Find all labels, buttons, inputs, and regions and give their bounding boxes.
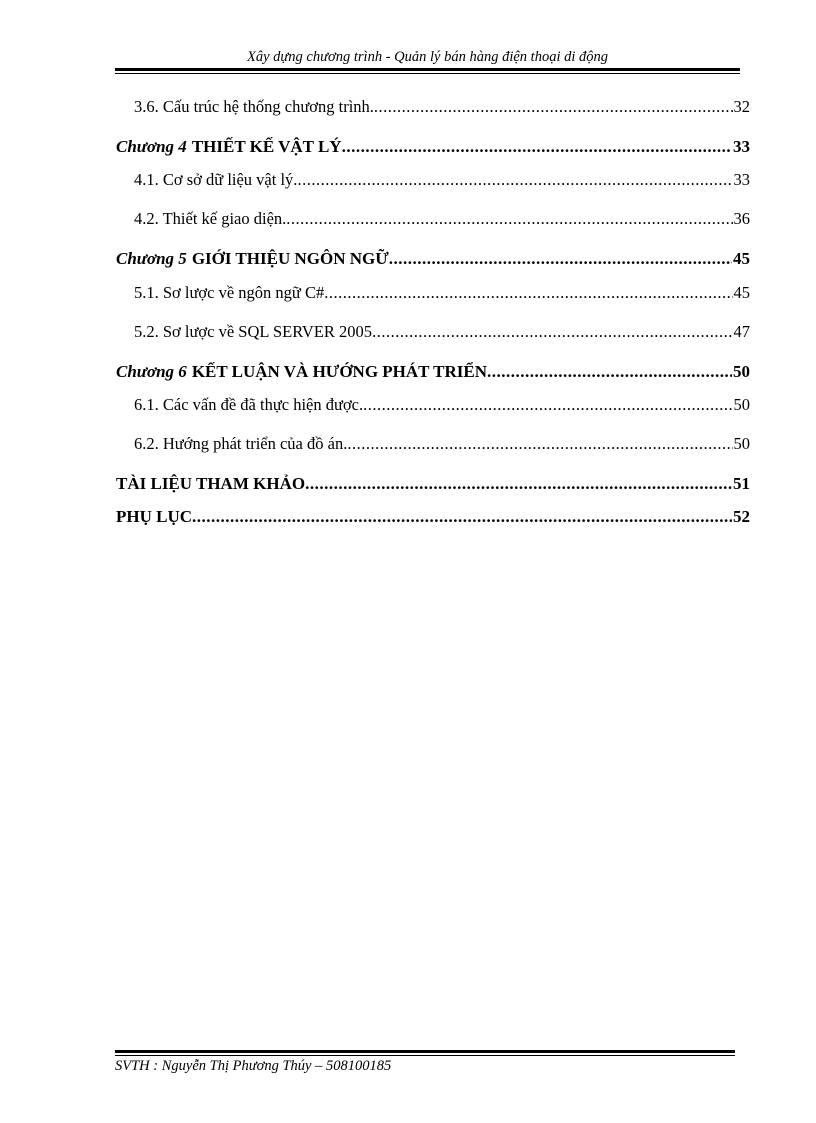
dot-leader <box>342 137 732 157</box>
toc-chapter-entry[interactable] <box>116 362 750 382</box>
toc-section-entry[interactable] <box>116 507 750 527</box>
dot-leader <box>374 97 733 117</box>
toc-entry-title: KẾT LUẬN VÀ HƯỚNG PHÁT TRIỂN <box>191 362 488 381</box>
toc-entry-title: 4.1. Cơ sở dữ liệu vật lý. <box>134 170 298 189</box>
dot-leader <box>487 362 732 382</box>
dot-leader <box>286 209 732 229</box>
toc-chapter-label: Chương 6 <box>116 362 187 381</box>
toc-entry-title: 6.1. Các vấn đề đã thực hiện được. <box>134 395 364 414</box>
toc-entry-page: 51 <box>733 474 750 493</box>
toc-entry-page: 36 <box>733 209 750 228</box>
toc-entry-title: 6.2. Hướng phát triển của đồ án. <box>134 434 348 453</box>
toc-entry[interactable] <box>134 322 750 342</box>
dot-leader <box>347 434 732 454</box>
dot-leader <box>297 170 732 190</box>
toc-entry-page: 45 <box>733 249 750 268</box>
dot-leader <box>363 395 732 415</box>
toc-entry-title: TÀI LIỆU THAM KHẢO <box>116 474 306 493</box>
footer-rule-thick <box>115 1050 735 1053</box>
toc-entry-page: 32 <box>733 97 750 116</box>
toc-entry-title: THIẾT KẾ VẬT LÝ <box>191 137 342 156</box>
dot-leader <box>192 507 732 527</box>
toc-chapter-label: Chương 4 <box>116 137 187 156</box>
header-rule-thin <box>115 73 740 74</box>
dot-leader <box>372 322 732 342</box>
toc-entry-page: 50 <box>733 434 750 453</box>
page-footer-author: SVTH : Nguyễn Thị Phương Thúy – 508100185 <box>115 1058 392 1074</box>
footer-rule-thin <box>115 1055 735 1056</box>
toc-chapter-label: Chương 5 <box>116 249 187 268</box>
toc-entry-page: 50 <box>733 395 750 414</box>
toc-entry-title: PHỤ LỤC <box>116 507 193 526</box>
toc-entry-title: GIỚI THIỆU NGÔN NGỮ <box>191 249 389 268</box>
toc-chapter-entry[interactable] <box>116 137 750 157</box>
toc-entry-title: 5.2. Sơ lược về SQL SERVER 2005 <box>134 322 373 341</box>
toc-entry-title: 5.1. Sơ lược về ngôn ngữ C# <box>134 283 325 302</box>
toc-entry[interactable] <box>134 283 750 303</box>
toc-section-entry[interactable] <box>116 474 750 494</box>
toc-entry-page: 47 <box>733 322 750 341</box>
toc-entry[interactable] <box>134 395 750 415</box>
toc-chapter-entry[interactable] <box>116 249 750 269</box>
toc-entry-page: 45 <box>733 283 750 302</box>
dot-leader <box>389 249 732 269</box>
toc-entry[interactable] <box>134 170 750 190</box>
dot-leader <box>324 283 732 303</box>
toc-entry-page: 52 <box>733 507 750 526</box>
toc-entry-title: 3.6. Cấu trúc hệ thống chương trình. <box>134 97 374 116</box>
toc-entry[interactable] <box>134 434 750 454</box>
page-header-title: Xây dựng chương trình - Quản lý bán hàng điện thoại di động <box>246 49 609 65</box>
toc-entry[interactable] <box>134 97 750 117</box>
header-rule-thick <box>115 68 740 71</box>
dot-leader <box>305 474 732 494</box>
toc-entry-page: 33 <box>733 137 750 156</box>
toc-entry-page: 50 <box>733 362 750 381</box>
toc-entry-page: 33 <box>733 170 750 189</box>
toc-entry-title: 4.2. Thiết kế giao diện. <box>134 209 287 228</box>
toc-entry[interactable] <box>134 209 750 229</box>
